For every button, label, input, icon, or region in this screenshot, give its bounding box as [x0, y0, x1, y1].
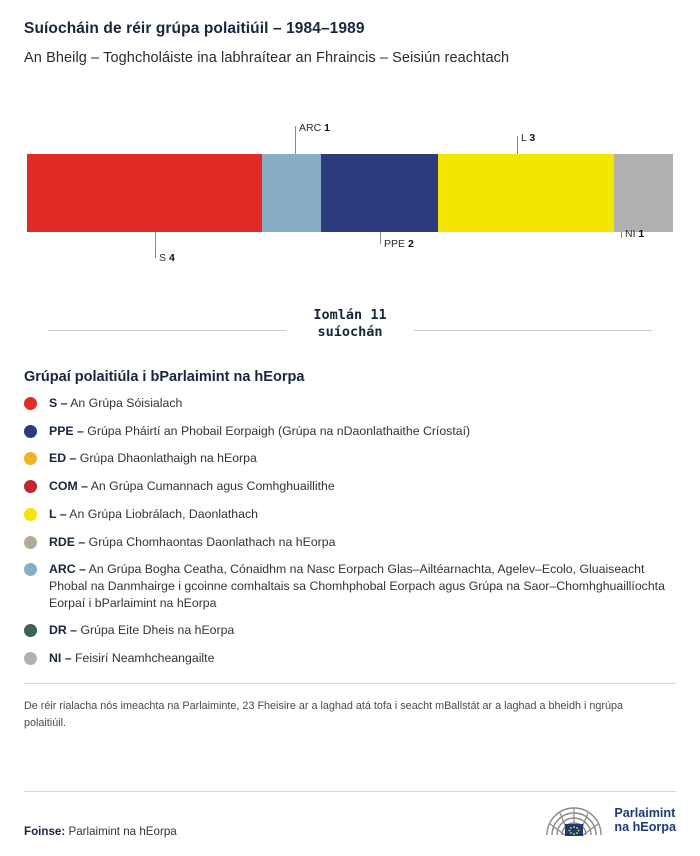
arc-code: ARC — [299, 122, 322, 134]
source-value: Parlaimint na hEorpa — [68, 825, 177, 838]
ppe-label — [384, 238, 414, 250]
page-subtitle: An Bheilg – Toghcholáiste ina labhraítear an Fhraincis – Seisiún reachtach — [24, 50, 510, 66]
total-seats — [24, 307, 676, 353]
ppe-seats: 2 — [407, 238, 414, 250]
legend-code-com: COM – — [49, 479, 88, 494]
legend-code-dr: DR – — [49, 623, 78, 638]
legend-title: Grúpaí polaitiúla i bParlaimint na hEorpa — [24, 369, 305, 385]
logo-text-line2: na hEorpa — [614, 820, 676, 834]
legend-code-ppe: PPE – — [49, 423, 84, 438]
page-title: Suíocháin de réir grúpa polaitiúil – 1984–1989 — [24, 20, 365, 37]
source-row — [24, 802, 676, 838]
arc-label — [299, 122, 330, 134]
legend-name-ppe: Grúpa Pháirtí an Phobail Eorpaigh (Grúpa na nDaonlathaithe Críostaí) — [87, 423, 471, 438]
stacked-bar — [27, 154, 673, 232]
s-seats: 4 — [168, 252, 175, 264]
legend-code-ed: ED – — [49, 451, 77, 466]
ni-seats: 1 — [638, 228, 645, 240]
legend-item-com — [24, 478, 676, 495]
legend-dot-icon — [24, 397, 37, 410]
legend-name-dr: Grúpa Eite Dheis na hEorpa — [80, 623, 235, 638]
total-seats-text — [24, 307, 676, 342]
footnote-text: De réir rialacha nós imeachta na Parlaiminte, 23 Fheisire ar a laghad atá tofa i seacht mBallstát ar a laghad a bheidh i ngrúpa polaitiúil. — [24, 699, 623, 729]
legend-name-ed: Grúpa Dhaonlathaigh na hEorpa — [79, 451, 257, 466]
parliament-hemicycle-icon — [543, 802, 605, 838]
ni-code: NI — [625, 228, 636, 240]
legend-name-ni: Feisirí Neamhcheangailte — [74, 651, 215, 666]
legend-dot-icon — [24, 536, 37, 549]
legend-dot-icon — [24, 624, 37, 637]
legend-dot-icon — [24, 563, 37, 576]
s-label — [159, 252, 175, 264]
legend-code-ni: NI – — [49, 651, 72, 666]
legend-name-arc: An Grúpa Bogha Ceatha, Cónaidhm na Nasc Eorpach Glas–Ailtéarnachta, Agelev–Ecolo, Gluaiseacht Phobal na Danmhairge i gcoinne comhaltais sa Chomhphobal Eorpach agus Grúpa na Saor–Chomhghuaillíochta Eorpaí i bParlaimint na hEorpa — [49, 562, 665, 610]
logo-text-line1: Parlaimint — [614, 805, 676, 820]
legend-dot-icon — [24, 652, 37, 665]
legend-item-ni — [24, 650, 676, 667]
s-leader-line — [155, 232, 156, 258]
legend-name-s: An Grúpa Sóisialach — [70, 396, 183, 410]
legend-item-l — [24, 506, 676, 523]
s-code: S — [159, 252, 167, 264]
ni-label — [625, 228, 644, 240]
legend-item-s — [24, 395, 676, 412]
legend-list — [24, 395, 676, 667]
l-label — [521, 132, 535, 144]
bar-segment-arc — [262, 154, 321, 232]
l-seats: 3 — [529, 132, 536, 144]
legend-dot-icon — [24, 452, 37, 465]
arc-leader-line — [295, 126, 296, 154]
bar-segment-ni — [614, 154, 673, 232]
legend-item-dr — [24, 622, 676, 639]
legend-code-arc: ARC – — [49, 562, 86, 577]
l-code: L — [521, 132, 527, 144]
european-parliament-logo — [543, 802, 676, 838]
total-seats-line1: Iomlán 11 — [313, 307, 387, 323]
source-label: Foinse: — [24, 825, 66, 838]
arc-seats: 1 — [324, 122, 330, 134]
legend-item-rde — [24, 534, 676, 551]
legend-name-l: An Grúpa Liobrálach, Daonlathach — [69, 506, 258, 521]
seats-bar-chart — [24, 114, 676, 289]
bar-segment-ppe — [321, 154, 438, 232]
legend-code-l: L – — [49, 506, 67, 521]
ni-leader-line — [621, 232, 622, 238]
source-divider — [24, 791, 676, 792]
bar-segment-l — [438, 154, 614, 232]
bar-segment-s — [27, 154, 262, 232]
legend-item-ed — [24, 450, 676, 467]
total-seats-line2: suíochán — [317, 324, 383, 341]
ppe-code: PPE — [384, 238, 406, 250]
l-leader-line — [517, 136, 518, 154]
legend-dot-icon — [24, 508, 37, 521]
legend-dot-icon — [24, 425, 37, 438]
source-text — [24, 825, 177, 838]
legend-code-rde: RDE – — [49, 534, 86, 549]
legend-name-rde: Grúpa Chomhaontas Daonlathach na hEorpa — [88, 534, 336, 549]
legend-code-s: S – — [49, 396, 68, 410]
legend-item-arc — [24, 561, 676, 611]
logo-text — [614, 806, 676, 835]
legend-item-ppe — [24, 423, 676, 440]
legend-dot-icon — [24, 480, 37, 493]
legend-name-com: An Grúpa Cumannach agus Comhghuaillithe — [90, 479, 335, 494]
ppe-leader-line — [380, 232, 381, 244]
